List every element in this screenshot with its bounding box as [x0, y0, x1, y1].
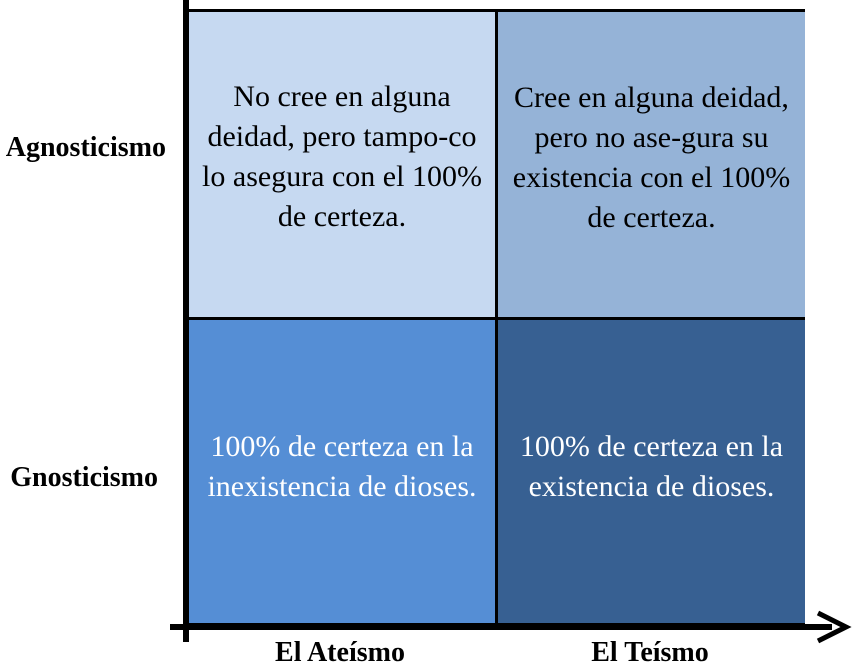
row-label-agnosticism: Agnosticismo [5, 132, 166, 163]
cell-gnostic-atheist-text: 100% de certeza en la inexistencia de dioses. [207, 429, 477, 503]
cell-gnostic-theist-text: 100% de certeza en la existencia de dioses. [519, 429, 784, 503]
cell-gnostic-atheist [189, 320, 498, 623]
column-label-theism: El Teísmo [591, 637, 709, 668]
row-label-gnosticism: Gnosticismo [10, 462, 158, 493]
column-label-atheism: El Ateísmo [275, 637, 405, 668]
cell-gnostic-theist [498, 320, 805, 623]
cell-agnostic-theist-text: Cree en alguna deidad, pero no ase-gura su existencia con el 100% de certeza. [512, 80, 791, 234]
quadrant-grid [186, 9, 805, 626]
cell-agnostic-atheist-text: No cree en alguna deidad, pero tampo-co lo asegura con el 100% de certeza. [202, 79, 482, 233]
cell-agnostic-theist [498, 12, 805, 320]
arrow-right-icon [812, 610, 852, 644]
cell-agnostic-atheist [189, 12, 498, 320]
